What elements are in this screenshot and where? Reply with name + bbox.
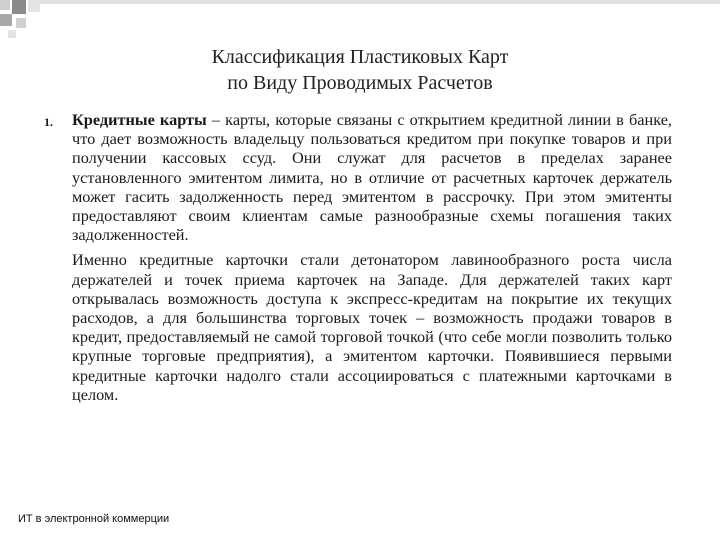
paragraph-1-text: – карты, которые связаны с открытием кредитной линии в банке, что дает возможность владельцу пользоваться кредитом при покупке товаров и при получении кассовых ссуд. Они служат для расчетов в пределах заранее установленного эмитентом лимита, но в отличие от расчетных карточек держатель может гасить задолженность перед эмитентом в рассрочку. При этом эмитенты предоставляют своим клиентам самые разнообразные схемы погашения таких задолженностей. (72, 110, 673, 245)
slide-title (140, 44, 580, 96)
decorative-squares-header (0, 0, 720, 40)
decorative-squares-graphic (0, 0, 720, 40)
term-credit-cards: Кредитные карты (72, 110, 207, 129)
paragraph-2: Именно кредитные карточки стали детонатором лавинообразного роста числа держателей и точек приема карточек на Западе. Для держателей таких карт открывалась возможность доступа к экспресс-кредитам на покрытие их текущих расходов, а для большинства торговых точек – возможность продажи товаров в кредит, предоставляемый не самой торговой точкой (что себе могли позволить только крупные торговые предприятия), а эмитентом карточки. Появившиеся первыми кредитные карточки надолго стали ассоциироваться с платежными карточками в целом. (72, 250, 672, 404)
title-line-2: по Виду Проводимых Расчетов (227, 72, 493, 94)
list-item-number: 1. (44, 115, 53, 129)
slide-body (72, 110, 672, 404)
slide-footer: ИТ в электронной коммерции (18, 513, 170, 525)
title-line-1: Классификация Пластиковых Карт (211, 46, 509, 68)
paragraph-1 (72, 110, 672, 244)
